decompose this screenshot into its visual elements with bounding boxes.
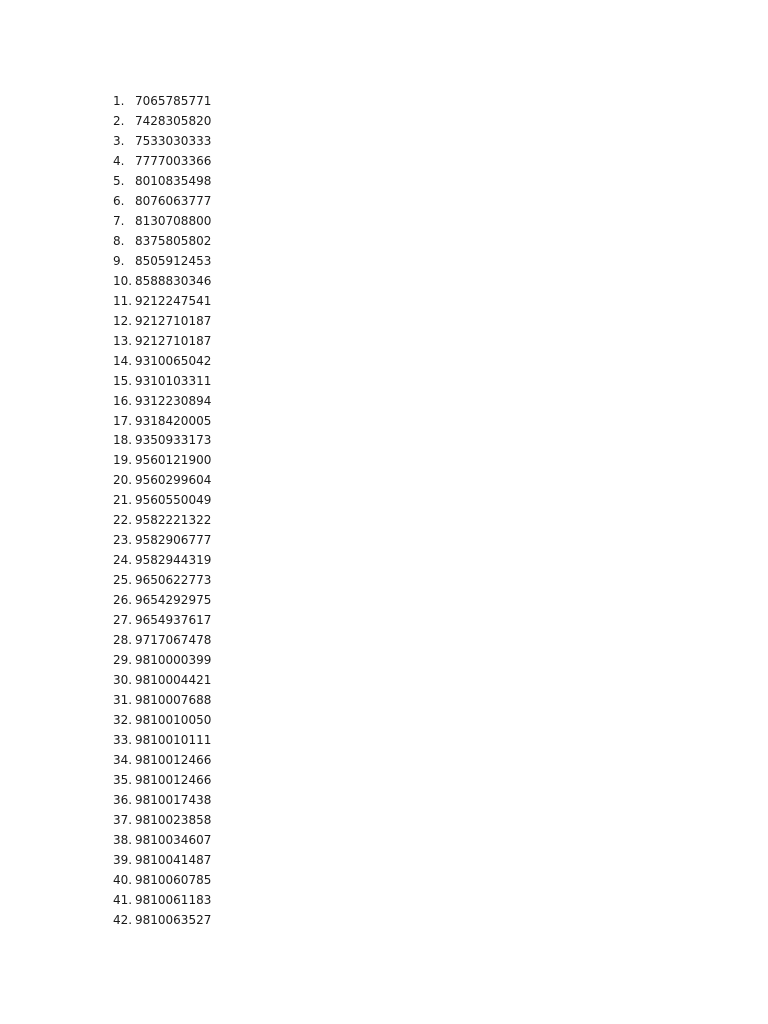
item-value: 9582944319: [135, 553, 212, 568]
item-number: 23.: [113, 533, 133, 548]
list-item: [113, 112, 211, 132]
item-value: 9810012466: [135, 772, 212, 787]
item-value: 7428305820: [135, 113, 212, 128]
item-value: 9582906777: [135, 533, 212, 548]
list-item: [113, 412, 211, 432]
list-item: [113, 352, 211, 372]
item-value: 9810041487: [135, 852, 212, 867]
list-item: [113, 591, 211, 611]
list-item: [113, 611, 211, 631]
item-number: 10.: [113, 273, 133, 288]
item-value: 9810004421: [135, 673, 212, 688]
list-item: [113, 651, 211, 671]
item-number: 31.: [113, 693, 133, 708]
list-item: [113, 491, 211, 511]
item-value: 9810061183: [135, 892, 212, 907]
list-item: [113, 392, 211, 412]
list-item: [113, 372, 211, 392]
list-item: [113, 551, 211, 571]
list-item: [113, 831, 211, 851]
item-number: 26.: [113, 593, 133, 608]
item-number: 9.: [113, 253, 125, 268]
item-number: 12.: [113, 313, 133, 328]
list-item: [113, 152, 211, 172]
item-value: 9810034607: [135, 832, 212, 847]
list-item: [113, 431, 211, 451]
item-number: 35.: [113, 772, 133, 787]
item-number: 6.: [113, 193, 125, 208]
list-item: [113, 851, 211, 871]
list-item: [113, 711, 211, 731]
item-value: 9654937617: [135, 613, 212, 628]
item-value: 8375805802: [135, 233, 212, 248]
item-value: 9810060785: [135, 872, 212, 887]
list-item: [113, 571, 211, 591]
item-value: 9310065042: [135, 353, 212, 368]
item-number: 39.: [113, 852, 133, 867]
list-item: [113, 511, 211, 531]
item-value: 8130708800: [135, 213, 212, 228]
list-item: [113, 272, 211, 292]
item-number: 5.: [113, 173, 125, 188]
item-number: 3.: [113, 133, 125, 148]
item-number: 16.: [113, 393, 133, 408]
item-number: 8.: [113, 233, 125, 248]
list-item: [113, 751, 211, 771]
list-item: [113, 771, 211, 791]
item-value: 9810000399: [135, 653, 212, 668]
item-value: 9810063527: [135, 912, 212, 927]
item-value: 9650622773: [135, 573, 212, 588]
item-number: 14.: [113, 353, 133, 368]
list-item: [113, 312, 211, 332]
item-value: 9717067478: [135, 633, 212, 648]
item-number: 28.: [113, 633, 133, 648]
item-value: 9810010111: [135, 733, 212, 747]
item-number: 40.: [113, 872, 133, 887]
item-number: 4.: [113, 153, 125, 168]
list-item: [113, 252, 211, 272]
list-item: [113, 172, 211, 192]
item-number: 33.: [113, 733, 133, 747]
list-item: [113, 292, 211, 312]
list-item: [113, 232, 211, 252]
item-value: 9810010050: [135, 713, 212, 728]
item-number: 21.: [113, 493, 133, 508]
item-value: 7065785771: [135, 94, 212, 108]
item-number: 15.: [113, 373, 133, 388]
item-number: 18.: [113, 433, 133, 448]
item-number: 19.: [113, 453, 133, 468]
item-value: 9560121900: [135, 453, 212, 468]
list-item: [113, 871, 211, 891]
item-number: 25.: [113, 573, 133, 588]
item-value: 8588830346: [135, 273, 212, 288]
item-number: 41.: [113, 892, 133, 907]
item-number: 37.: [113, 812, 133, 827]
item-number: 30.: [113, 673, 133, 688]
item-value: 9560550049: [135, 493, 212, 508]
list-item: [113, 531, 211, 551]
item-value: 9212247541: [135, 293, 212, 308]
list-item: [113, 891, 211, 911]
list-item: [113, 671, 211, 691]
item-value: 7777003366: [135, 153, 212, 168]
item-number: 38.: [113, 832, 133, 847]
item-number: 1.: [113, 94, 125, 108]
item-number: 2.: [113, 113, 125, 128]
item-number: 20.: [113, 473, 133, 488]
item-number: 22.: [113, 513, 133, 528]
item-value: 9810017438: [135, 792, 212, 807]
list-item: [113, 911, 211, 931]
list-item: [113, 471, 211, 491]
list-item: [113, 731, 211, 751]
item-value: 9810007688: [135, 693, 212, 708]
list-item: [113, 811, 211, 831]
list-item: [113, 691, 211, 711]
item-number: 36.: [113, 792, 133, 807]
item-number: 17.: [113, 413, 133, 428]
item-number: 7.: [113, 213, 125, 228]
item-number: 13.: [113, 333, 133, 348]
item-value: 9350933173: [135, 433, 212, 448]
item-value: 9560299604: [135, 473, 212, 488]
list-item: [113, 192, 211, 212]
list-item: [113, 791, 211, 811]
item-value: 8505912453: [135, 253, 212, 268]
item-number: 34.: [113, 752, 133, 767]
item-value: 8010835498: [135, 173, 212, 188]
phone-number-list: [113, 92, 211, 931]
list-item: [113, 451, 211, 471]
item-number: 42.: [113, 912, 133, 927]
item-value: 9810023858: [135, 812, 212, 827]
list-item: [113, 631, 211, 651]
item-value: 9212710187: [135, 333, 212, 348]
item-value: 7533030333: [135, 133, 212, 148]
item-number: 24.: [113, 553, 133, 568]
item-value: 9582221322: [135, 513, 212, 528]
item-value: 9318420005: [135, 413, 212, 428]
item-value: 8076063777: [135, 193, 212, 208]
list-item: [113, 92, 211, 112]
list-item: [113, 212, 211, 232]
item-value: 9654292975: [135, 593, 212, 608]
item-number: 29.: [113, 653, 133, 668]
item-number: 32.: [113, 713, 133, 728]
list-item: [113, 132, 211, 152]
list-item: [113, 332, 211, 352]
item-value: 9310103311: [135, 373, 212, 388]
item-value: 9312230894: [135, 393, 212, 408]
item-value: 9212710187: [135, 313, 212, 328]
item-number: 11.: [113, 293, 133, 308]
item-value: 9810012466: [135, 752, 212, 767]
item-number: 27.: [113, 613, 133, 628]
